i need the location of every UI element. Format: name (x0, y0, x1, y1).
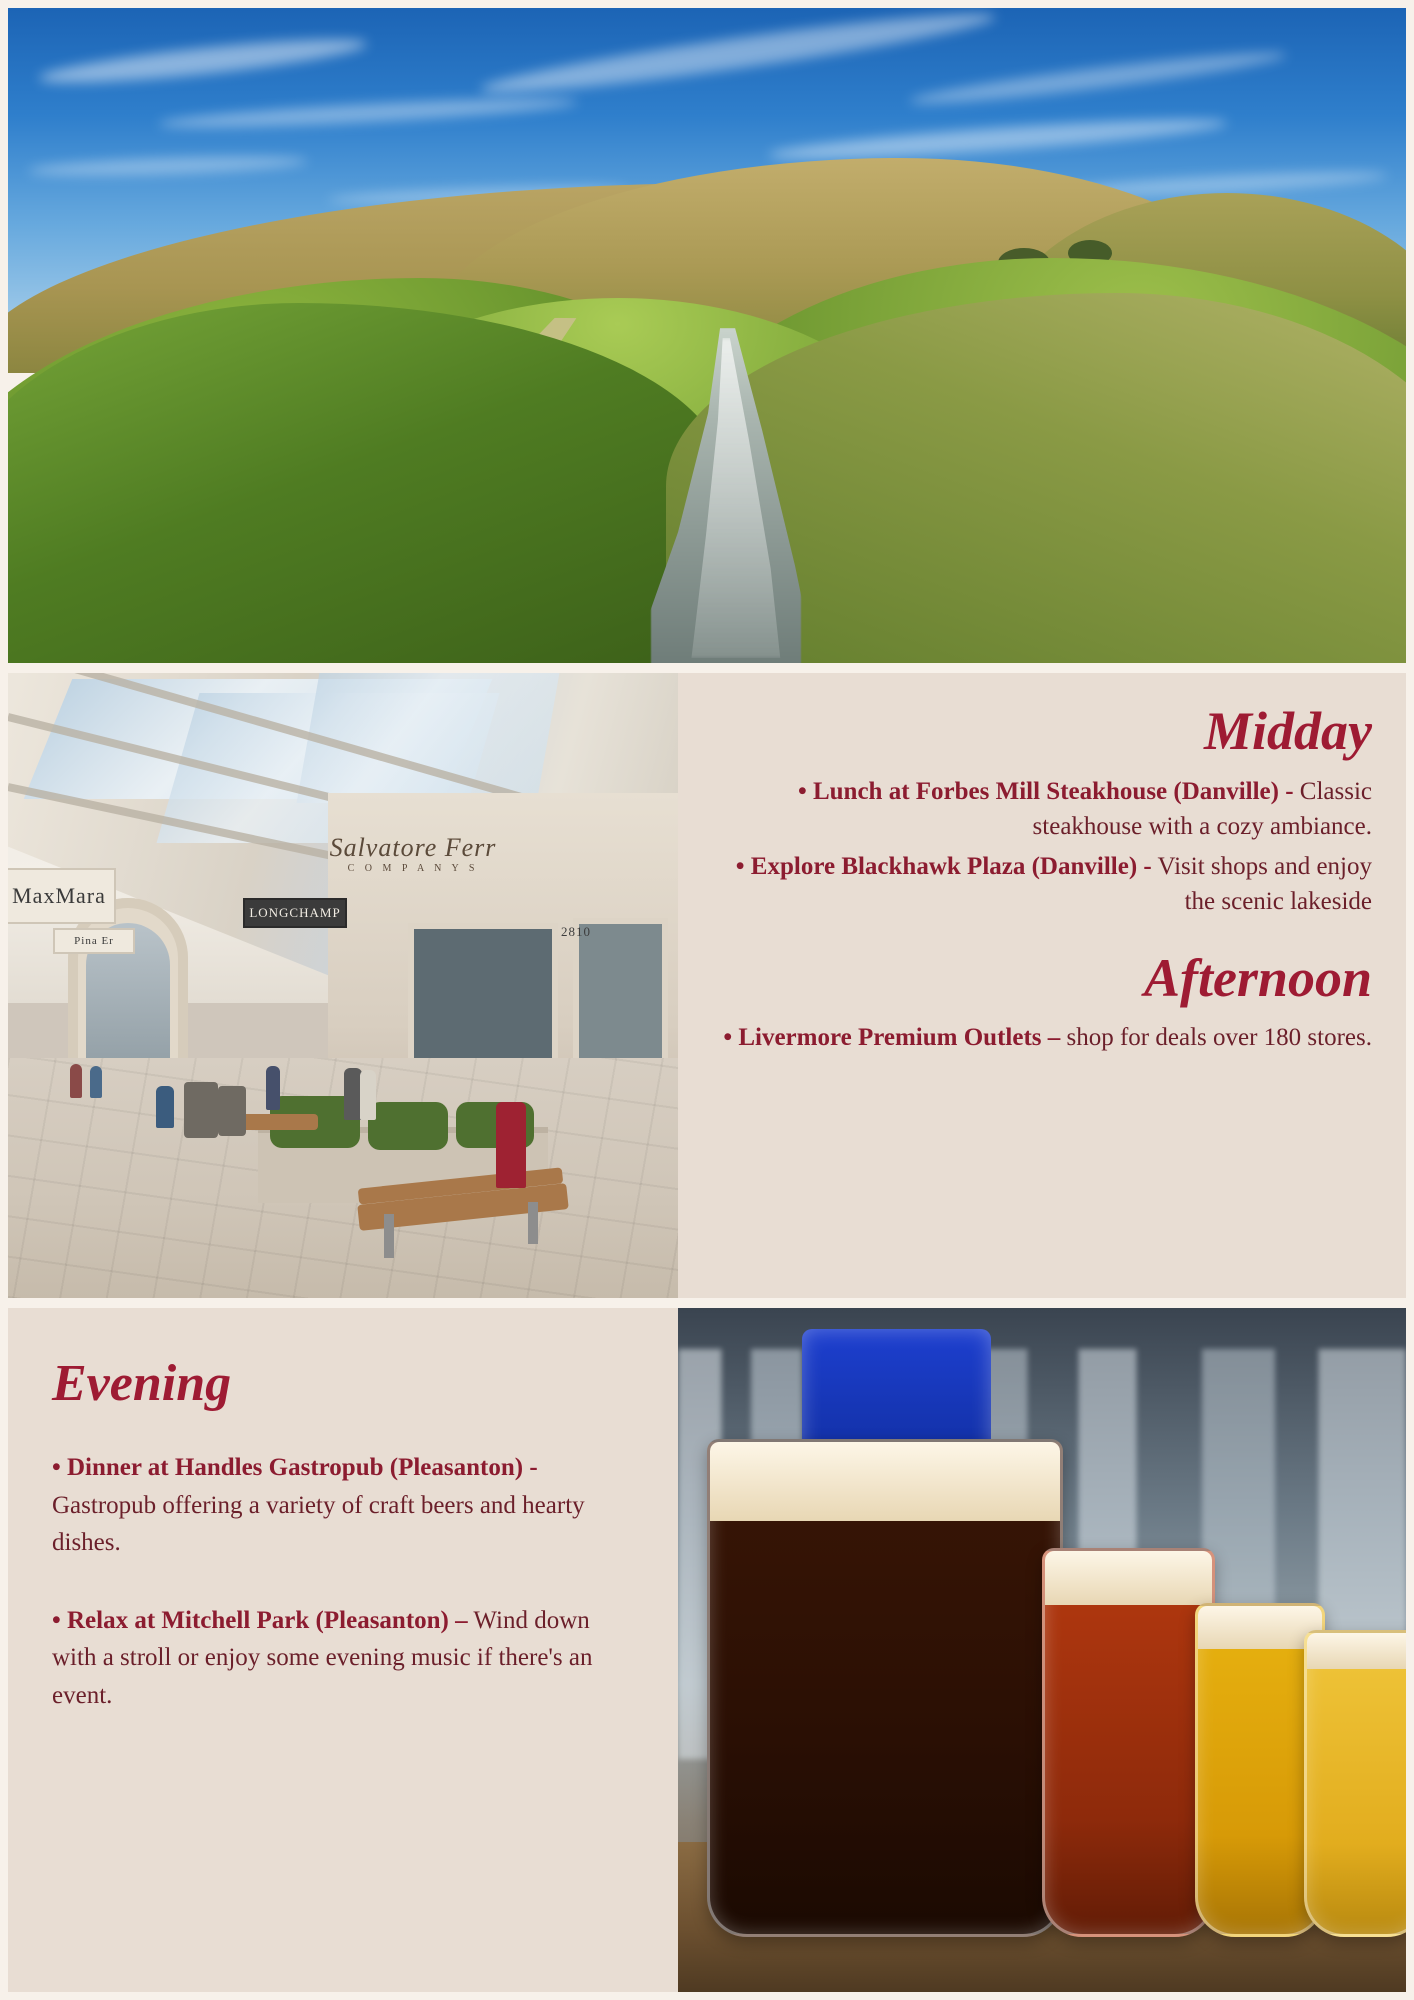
midday-afternoon-band (8, 673, 1406, 1298)
store-sign-ferragamo-sub: C O M P A N Y S (347, 862, 479, 874)
afternoon-list (712, 1020, 1372, 1060)
bench-leg (528, 1202, 538, 1244)
beer-foam (710, 1442, 1059, 1521)
beer-foam (1307, 1633, 1406, 1669)
beer-flight-image (678, 1308, 1406, 1992)
shrub (368, 1102, 448, 1150)
midday-item-0-bold: • Lunch at Forbes Mill Steakhouse (Danville) - (797, 777, 1294, 805)
evening-item-1-bold: • Relax at Mitchell Park (Pleasanton) – (52, 1606, 468, 1634)
trash-can (184, 1082, 218, 1138)
store-sign-small: Pina Er (53, 928, 135, 954)
shopper (496, 1102, 526, 1188)
afternoon-item-0-rest: shop for deals over 180 stores. (1060, 1024, 1372, 1052)
store-sign-ferragamo (298, 823, 528, 883)
midday-afternoon-text-panel (678, 673, 1406, 1298)
list-item (712, 1020, 1372, 1056)
skylight-panel (297, 673, 560, 803)
midday-item-1-rest: Visit shops and enjoy the scenic lakeside (1151, 852, 1372, 916)
amber-beer-glass (1042, 1548, 1215, 1937)
bench-leg (384, 1214, 394, 1258)
shopper (156, 1086, 174, 1128)
dark-beer-glass (707, 1439, 1062, 1937)
evening-heading: Evening (52, 1355, 232, 1412)
beer-foam (1198, 1606, 1322, 1649)
list-item (712, 849, 1372, 920)
hero-landscape-image (8, 8, 1406, 663)
midday-item-1-bold: • Explore Blackhawk Plaza (Danville) - (735, 852, 1152, 880)
shopper (266, 1066, 280, 1110)
store-sign-longchamp: LONGCHAMP (243, 898, 347, 928)
midday-item-0-rest: Classic steakhouse with a cozy ambiance. (1032, 777, 1372, 841)
store-sign-ferragamo-name: Salvatore Ferr (329, 832, 497, 862)
afternoon-item-0-bold: • Livermore Premium Outlets – (723, 1024, 1061, 1052)
evening-item-0-rest: Gastropub offering a variety of craft beers and hearty dishes. (52, 1491, 585, 1556)
shopping-outlet-image (8, 673, 678, 1298)
evening-text-panel (8, 1308, 678, 1992)
evening-band (8, 1308, 1406, 1992)
evening-item-1-rest: Wind down with a stroll or enjoy some evening music if there's an event. (52, 1606, 593, 1709)
shopper (90, 1066, 102, 1098)
shopper (360, 1070, 376, 1120)
evening-item-0-bold: • Dinner at Handles Gastropub (Pleasanton) - (52, 1454, 538, 1481)
beer-foam (1045, 1551, 1212, 1605)
shopper (70, 1064, 82, 1098)
list-item (712, 774, 1372, 845)
evening-item-0 (52, 1449, 634, 1562)
midday-heading: Midday (1204, 701, 1372, 761)
store-number-sign: 2810 (561, 924, 591, 939)
pale-beer-glass (1304, 1630, 1406, 1937)
evening-item-1 (52, 1602, 634, 1715)
trash-can (218, 1086, 246, 1136)
afternoon-heading: Afternoon (1143, 947, 1372, 1008)
midday-list (712, 774, 1372, 924)
store-sign-maxmara: MaxMara (8, 868, 116, 924)
